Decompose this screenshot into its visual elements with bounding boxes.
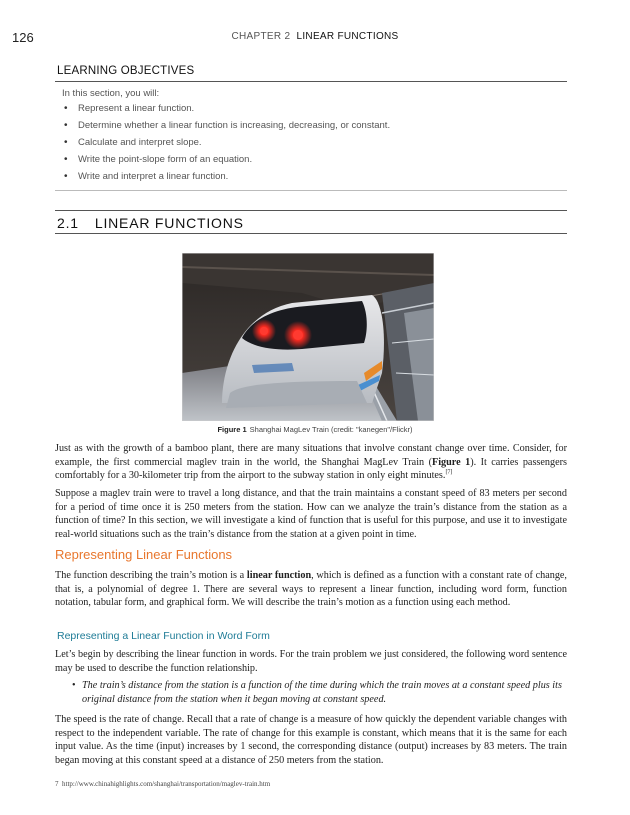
paragraph-text: The function describing the train’s motion is a [55, 570, 247, 581]
paragraph-rate-of-change: The speed is the rate of change. Recall that a rate of change is a measure of how quickly the dependent variable changes with respect to the independent variable. The rate of change for this example is constant, which means that it is the same for each input value. As the time (input) increases by 1 second, the corresponding distance (output) increases by 83 meters. The train began moving at this constant speed at a distance of 250 meters from the station. [55, 714, 567, 766]
section-top-rule [55, 210, 567, 211]
bullet-mark: • [72, 680, 76, 691]
figure-label: Figure 1 [217, 425, 247, 434]
objective-item: • Write the point-slope form of an equation. [64, 154, 253, 165]
paragraph-intro [55, 442, 567, 483]
page-number: 126 [12, 30, 34, 45]
objective-text: Represent a linear function. [78, 103, 195, 114]
subsubsection-heading: Representing a Linear Function in Word Form [57, 630, 270, 642]
paragraph-word-form: Let’s begin by describing the linear function in words. For the train problem we just considered, the following word sentence may be used to describe the function relationship. [55, 649, 567, 674]
learning-objectives-list [64, 100, 390, 185]
learning-objectives-title: LEARNING OBJECTIVES [57, 65, 195, 77]
objective-item: • Calculate and interpret slope. [64, 137, 202, 148]
section-number: 2.1 [57, 215, 79, 231]
objective-text: Calculate and interpret slope. [78, 137, 202, 148]
paragraph-text: ). It carries passengers comfortably for a 30-kilometer trip from the airport to the subway station in only eight minutes. [55, 456, 567, 481]
footnote-number: 7 [55, 780, 59, 788]
objective-text: Determine whether a linear function is increasing, decreasing, or constant. [78, 120, 391, 131]
objective-text: Write the point-slope form of an equation. [78, 154, 253, 165]
objective-text: Write and interpret a linear function. [78, 171, 229, 182]
running-head [0, 31, 630, 42]
chapter-label: CHAPTER 2 [231, 31, 291, 42]
learning-objectives-bottom-rule [55, 190, 567, 191]
figure-caption-text: Shanghai MagLev Train (credit: "kanegen"/Flickr) [249, 425, 413, 434]
objective-item: • Determine whether a linear function is increasing, decreasing, or constant. [64, 120, 391, 131]
maglev-train-photo [182, 253, 434, 421]
learning-objectives-intro: In this section, you will: [62, 88, 160, 99]
paragraph-maglev: Suppose a maglev train were to travel a long distance, and that the train maintains a constant speed of 83 meters per second for a period of time once it is 250 meters from the station. How can we analyze the train’s distance from the station as a function of time? In this section, we will investigate a kind of function that is useful for this purpose, and use it to investigate real-world situations such as the train’s distance from the station at a given point in time. [55, 488, 567, 540]
learning-objectives-rule [55, 81, 567, 82]
bullet-item [72, 679, 562, 707]
figure-reference: Figure 1 [431, 456, 471, 468]
section-bottom-rule [55, 233, 567, 234]
footnote-url: http://www.chinahighlights.com/shanghai/transportation/maglev-train.htm [62, 780, 271, 788]
footnote-marker: [7] [445, 469, 453, 476]
paragraph-text: Just as with the growth of a bamboo plant, there are many situations that involve constant change over time. Consider, for example, the first commercial maglev train in the world, the Shanghai MagLev Train ( [55, 443, 567, 468]
bullet-text: The train’s distance from the station is a function of the time during which the train moves at a constant speed plus its original distance from the station when it began moving at constant speed. [82, 680, 562, 705]
figure-caption [0, 425, 630, 434]
objective-item: • Write and interpret a linear function. [64, 171, 229, 182]
section-title: LINEAR FUNCTIONS [94, 215, 244, 231]
term-linear-function: linear function [246, 570, 312, 581]
subsection-heading: Representing Linear Functions [55, 547, 233, 562]
section-heading [57, 215, 244, 231]
objective-item: • Represent a linear function. [64, 103, 195, 114]
paragraph-linear-function [55, 569, 567, 610]
paragraph-text: , which is defined as a function with a constant rate of change, that is, a polynomial of degree 1. There are several ways to represent a linear function, including word form, function notation, tabular form, and graphical form. We will describe the train’s motion as a function using each method. [55, 570, 567, 608]
footnote [55, 780, 270, 788]
chapter-title: LINEAR FUNCTIONS [296, 31, 399, 42]
